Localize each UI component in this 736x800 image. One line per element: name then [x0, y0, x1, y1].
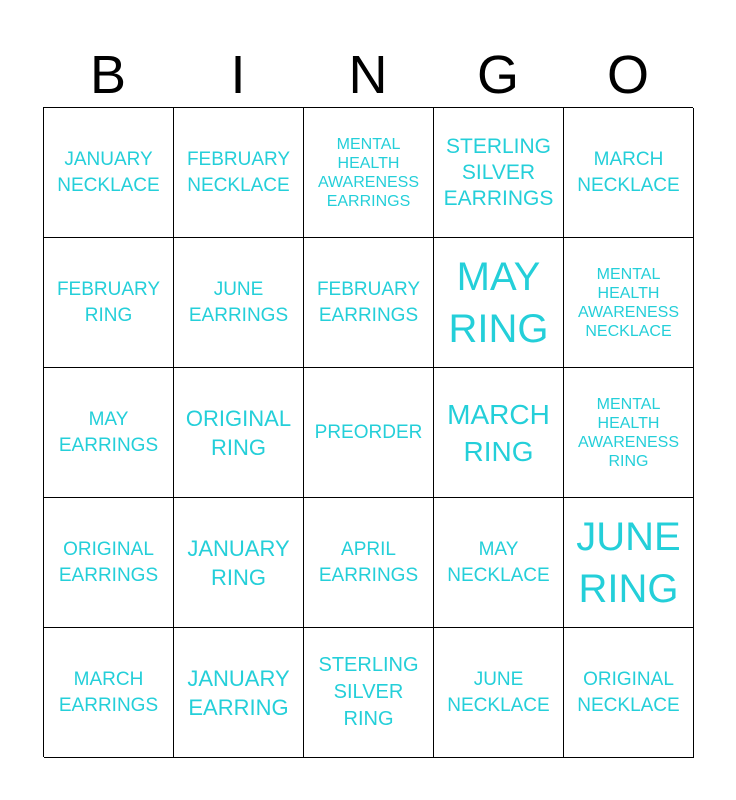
- cell-label: JANUARY RING: [187, 535, 290, 590]
- bingo-board: [43, 107, 693, 757]
- cell-label: JANUARY NECKLACE: [57, 148, 160, 196]
- bingo-cell[interactable]: [434, 628, 564, 758]
- cell-label: MENTAL HEALTH AWARENESS EARRINGS: [317, 135, 420, 210]
- cell-label: JUNE RING: [576, 514, 681, 611]
- cell-label: MARCH NECKLACE: [577, 148, 680, 196]
- cell-label: MAY NECKLACE: [447, 538, 550, 586]
- bingo-cell[interactable]: [44, 108, 174, 238]
- header-letter-n: N: [348, 45, 388, 105]
- bingo-cell[interactable]: [434, 368, 564, 498]
- cell-label: JANUARY EARRING: [187, 665, 290, 720]
- bingo-cell[interactable]: [304, 108, 434, 238]
- cell-label: PREORDER: [314, 421, 423, 443]
- cell-label: ORIGINAL EARRINGS: [58, 538, 159, 586]
- cell-label: MENTAL HEALTH AWARENESS NECKLACE: [577, 265, 680, 340]
- bingo-cell[interactable]: [304, 498, 434, 628]
- bingo-cell[interactable]: [174, 628, 304, 758]
- bingo-cell[interactable]: [44, 628, 174, 758]
- cell-label: STERLING SILVER RING: [318, 654, 419, 730]
- cell-label: JUNE EARRINGS: [188, 278, 289, 326]
- bingo-cell[interactable]: [174, 238, 304, 368]
- cell-label: MARCH EARRINGS: [58, 668, 159, 716]
- cell-label: MAY RING: [448, 254, 549, 351]
- bingo-cell[interactable]: [304, 368, 434, 498]
- header-letter-o: O: [606, 45, 649, 105]
- bingo-header: [43, 44, 693, 106]
- bingo-cell[interactable]: [564, 368, 694, 498]
- bingo-cell[interactable]: [44, 238, 174, 368]
- bingo-cell[interactable]: [44, 368, 174, 498]
- cell-label: APRIL EARRINGS: [318, 538, 419, 586]
- cell-label: FEBRUARY RING: [56, 278, 161, 326]
- bingo-cell[interactable]: [434, 108, 564, 238]
- cell-label: MARCH RING: [447, 398, 550, 467]
- bingo-cell[interactable]: [304, 238, 434, 368]
- bingo-cell[interactable]: [564, 628, 694, 758]
- cell-label: ORIGINAL RING: [185, 405, 292, 460]
- cell-label: FEBRUARY EARRINGS: [316, 278, 421, 326]
- bingo-cell[interactable]: [174, 108, 304, 238]
- bingo-cell[interactable]: [564, 238, 694, 368]
- cell-label: STERLING SILVER EARRINGS: [443, 134, 554, 210]
- bingo-cell[interactable]: [44, 498, 174, 628]
- bingo-cell[interactable]: [174, 498, 304, 628]
- cell-label: ORIGINAL NECKLACE: [577, 668, 680, 716]
- bingo-cell[interactable]: [564, 498, 694, 628]
- cell-label: MENTAL HEALTH AWARENESS RING: [577, 395, 680, 470]
- cell-label: FEBRUARY NECKLACE: [186, 148, 291, 196]
- bingo-cell[interactable]: [174, 368, 304, 498]
- bingo-cell[interactable]: [434, 238, 564, 368]
- bingo-cell[interactable]: [304, 628, 434, 758]
- header-letter-i: I: [230, 45, 246, 105]
- header-letter-b: B: [89, 45, 127, 105]
- bingo-cell[interactable]: [434, 498, 564, 628]
- bingo-cell[interactable]: [564, 108, 694, 238]
- cell-label: JUNE NECKLACE: [447, 668, 550, 716]
- cell-label: MAY EARRINGS: [58, 408, 159, 456]
- header-letter-g: G: [476, 45, 519, 105]
